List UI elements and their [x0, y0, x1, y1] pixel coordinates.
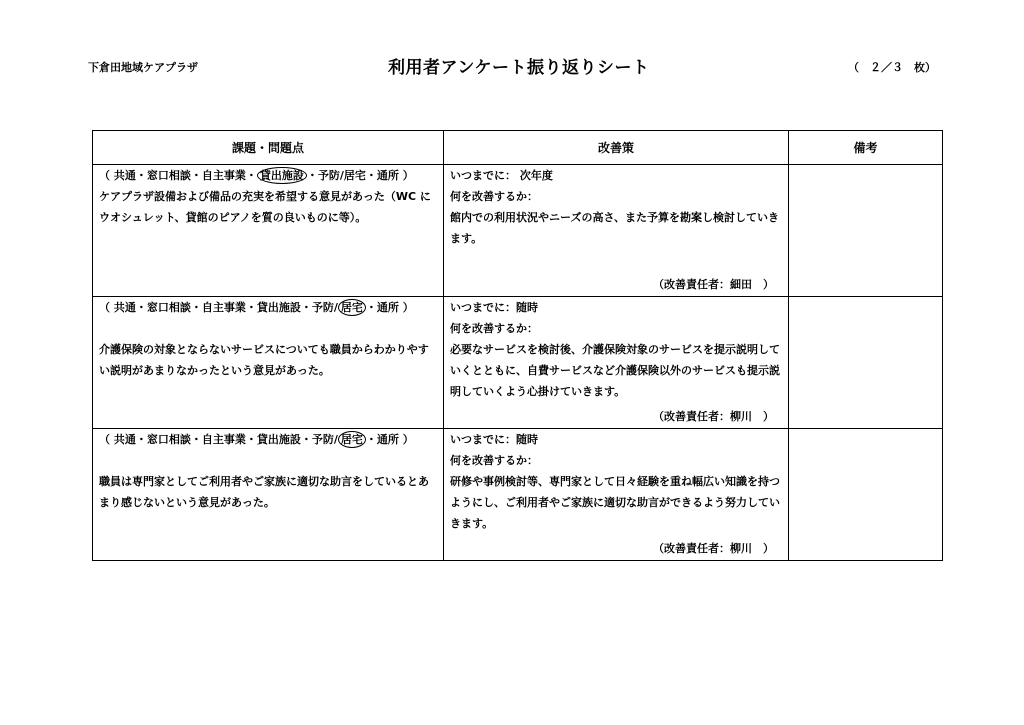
measure-text: 研修や事例検討等、専門家として日々経験を重ね幅広い知識を持つようにし、ご利用者やご家族に適切な助言ができるよう努力していきます。: [450, 475, 780, 530]
category-circled: 貸出施設: [257, 167, 307, 184]
category-circled: 居宅: [338, 431, 366, 448]
responsible-person: （改善責任者：柳川 ）: [653, 542, 774, 555]
measure-text: 必要なサービスを検討後、介護保険対象のサービスを提示説明していくとともに、自費サービスなど介護保険以外のサービスも提示説明していくよう心掛けていきます。: [450, 343, 780, 398]
category-line: [99, 297, 437, 318]
what-label: 何を改善するか：: [450, 322, 538, 335]
when-line: いつまでに：随時: [450, 433, 538, 446]
issue-cell: [93, 165, 444, 297]
page-title: 利用者アンケート振り返りシート: [388, 58, 650, 78]
issue-cell: [93, 429, 444, 561]
category-circled: 居宅: [338, 299, 366, 316]
category-line: [99, 429, 437, 450]
measure-cell: [444, 429, 789, 561]
organization-name: 下倉田地域ケアプラザ: [88, 61, 198, 74]
issue-text: 職員は専門家としてご利用者やご家族に適切な助言をしているとあまり感じないという意見があった。: [99, 475, 429, 509]
issue-cell: [93, 297, 444, 429]
notes-cell: [789, 165, 943, 297]
column-header-issues: 課題・問題点: [93, 131, 444, 165]
category-prefix: （ 共通・窓口相談・自主事業・貸出施設・予防/: [99, 433, 338, 446]
table-row: [93, 297, 943, 429]
category-line: [99, 165, 437, 186]
issue-text: 介護保険の対象とならないサービスについても職員からわかりやすい説明があまりなかったという意見があった。: [99, 343, 429, 377]
table-row: [93, 429, 943, 561]
column-header-notes: 備考: [789, 131, 943, 165]
issue-text: ケアプラザ設備および備品の充実を希望する意見があった（WC にウオシュレット、貸館のピアノを質の良いものに等）。: [99, 190, 431, 224]
column-header-measures: 改善策: [444, 131, 789, 165]
what-label: 何を改善するか：: [450, 454, 538, 467]
page-count: （ ２／３ 枚）: [848, 61, 936, 74]
table-header-row: [93, 131, 943, 165]
measure-cell: [444, 297, 789, 429]
responsible-person: （改善責任者：柳川 ）: [653, 410, 774, 423]
category-suffix: ・通所 ）: [365, 301, 414, 314]
what-label: 何を改善するか：: [450, 190, 538, 203]
review-table: [92, 130, 943, 561]
responsible-person: （改善責任者：細田 ）: [653, 278, 774, 291]
category-prefix: （ 共通・窓口相談・自主事業・: [99, 169, 257, 182]
category-prefix: （ 共通・窓口相談・自主事業・貸出施設・予防/: [99, 301, 338, 314]
measure-text: 館内での利用状況やニーズの高さ、また予算を勘案し検討していきます。: [450, 211, 780, 245]
category-suffix: ・予防/居宅・通所 ）: [306, 169, 414, 182]
measure-cell: [444, 165, 789, 297]
category-suffix: ・通所 ）: [365, 433, 414, 446]
notes-cell: [789, 297, 943, 429]
table-row: [93, 165, 943, 297]
when-line: いつまでに：随時: [450, 301, 538, 314]
when-line: いつまでに： 次年度: [450, 169, 553, 182]
notes-cell: [789, 429, 943, 561]
